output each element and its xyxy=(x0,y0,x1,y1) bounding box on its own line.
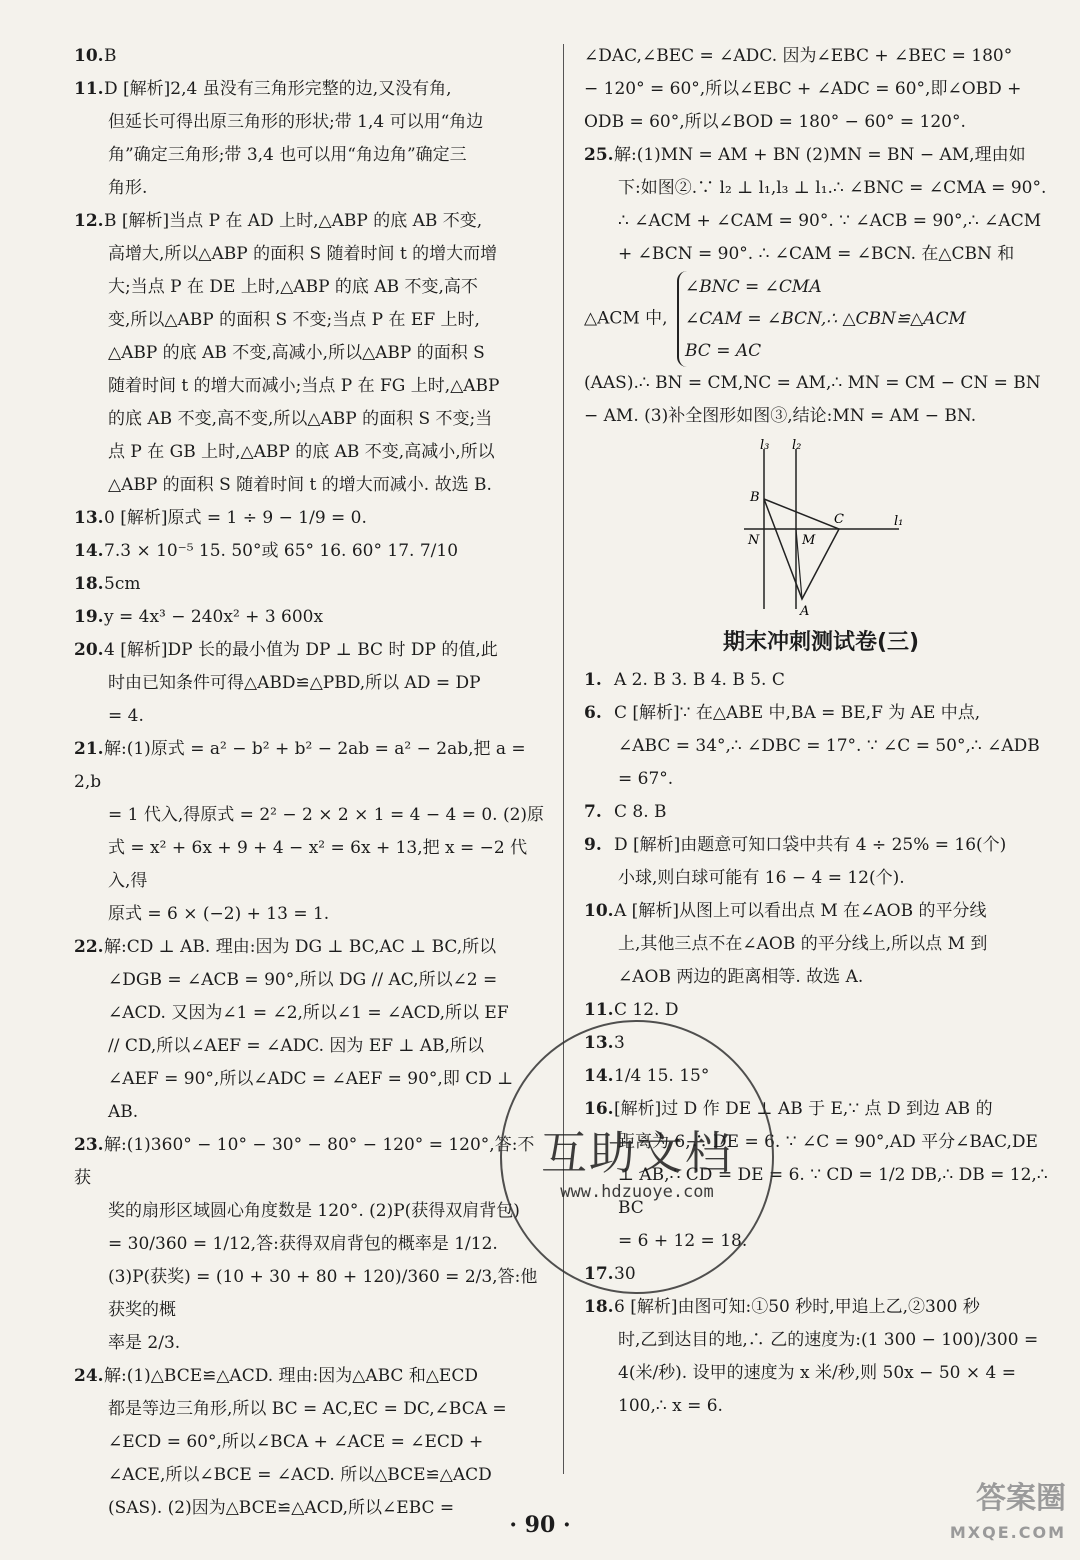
section-title: 期末冲刺测试卷(三) xyxy=(722,630,920,655)
text-line: (AAS).∴ BN = CM,NC = AM,∴ MN = CM − CN = BN xyxy=(584,373,1041,393)
label-l3: l₃ xyxy=(760,439,770,453)
question-number: 6. xyxy=(584,703,602,723)
answer-line xyxy=(74,73,546,106)
answer-line xyxy=(584,205,1058,238)
answer-line xyxy=(584,862,1058,895)
question-number: 25. xyxy=(584,145,614,165)
question-number: 12. xyxy=(74,211,104,231)
answer-line xyxy=(74,370,546,403)
answer-text: 角”确定三角形;带 3,4 也可以用“角边角”确定三 xyxy=(108,145,467,165)
answer-text: 100,∴ x = 6. xyxy=(618,1396,723,1416)
answer-text: 5cm xyxy=(104,574,141,594)
answer-line xyxy=(74,601,546,634)
question-number: 13. xyxy=(584,1033,614,1053)
answer-line xyxy=(74,1261,546,1327)
answer-text: C [解析]∵ 在△ABE 中,BA = BE,F 为 AE 中点, xyxy=(614,703,981,723)
question-number: 20. xyxy=(74,640,104,660)
answer-text: = 67°. xyxy=(618,769,674,789)
answer-text: = 6 + 12 = 18. xyxy=(618,1231,748,1251)
answer-line xyxy=(584,1357,1058,1390)
answer-line xyxy=(74,535,546,568)
question-number: 13. xyxy=(74,508,104,528)
answer-text: 率是 2/3. xyxy=(108,1333,181,1353)
question-number: 23. xyxy=(74,1135,104,1155)
answer-line xyxy=(584,1291,1058,1324)
answer-line xyxy=(74,172,546,205)
answer-text: ∠ABC = 34°,∴ ∠DBC = 17°. ∵ ∠C = 50°,∴ ∠ADB xyxy=(618,736,1040,756)
answer-line xyxy=(584,172,1058,205)
answer-text: = 4. xyxy=(108,706,144,726)
answer-text: 距离为 6,∴ DE = 6. ∵ ∠C = 90°,AD 平分∠BAC,DE xyxy=(618,1132,1038,1152)
answer-line xyxy=(74,403,546,436)
answer-line xyxy=(74,1195,546,1228)
answer-text: 下:如图②.∵ l₂ ⊥ l₁,l₃ ⊥ l₁.∴ ∠BNC = ∠CMA = 90°. xyxy=(618,178,1047,198)
answer-line xyxy=(584,895,1058,928)
answer-text: 随着时间 t 的增大而减小;当点 P 在 FG 上时,△ABP xyxy=(108,376,500,396)
text-line: − AM. (3)补全图形如图③,结论:MN = AM − BN. xyxy=(584,406,977,426)
left-column xyxy=(74,40,546,1525)
answer-line xyxy=(584,1390,1058,1423)
answer-text: C 8. B xyxy=(614,802,667,822)
geometry-figure xyxy=(734,439,914,619)
answer-text: 时,乙到达目的地,∴ 乙的速度为:(1 300 − 100)/300 = xyxy=(618,1330,1039,1350)
label-b: B xyxy=(750,490,760,505)
answer-line xyxy=(584,238,1058,271)
answer-line xyxy=(74,337,546,370)
brace-line-2: ∠CAM = ∠BCN,∴ △CBN≌△ACM xyxy=(684,309,966,329)
answer-line xyxy=(74,733,546,799)
answer-text: A 2. B 3. B 4. B 5. C xyxy=(614,670,785,690)
corner-title: 答案圈 xyxy=(976,1481,1066,1516)
answer-line xyxy=(74,1228,546,1261)
stamp-url: www.hdzuoye.com xyxy=(560,1182,714,1202)
q24-continuation xyxy=(584,40,1058,139)
answer-text: B [解析]当点 P 在 AD 上时,△ABP 的底 AB 不变, xyxy=(104,211,483,231)
answer-text: 上,其他三点不在∠AOB 的平分线上,所以点 M 到 xyxy=(618,934,988,954)
answer-line xyxy=(584,697,1058,730)
answer-line xyxy=(74,238,546,271)
label-c: C xyxy=(834,512,844,527)
answer-text: ∴ ∠ACM + ∠CAM = 90°. ∵ ∠ACB = 90°,∴ ∠ACM xyxy=(618,211,1042,231)
question-number: 22. xyxy=(74,937,104,957)
answer-text: D [解析]2,4 虽没有三角形完整的边,又没有角, xyxy=(104,79,452,99)
answer-line xyxy=(74,997,546,1030)
answer-text: △ABP 的面积 S 随着时间 t 的增大而减小. 故选 B. xyxy=(108,475,492,495)
answer-text: 解:(1)原式 = a² − b² + b² − 2ab = a² − 2ab,把 a = 2,b xyxy=(74,739,526,792)
answer-line xyxy=(584,829,1058,862)
question-number: 19. xyxy=(74,607,104,627)
answer-text: ⊥ AB,∴ CD = DE = 6. ∵ CD = 1/2 DB,∴ DB = 12,∴ BC xyxy=(618,1165,1048,1218)
answer-line xyxy=(74,667,546,700)
answer-line xyxy=(584,664,1058,697)
question-number: 10. xyxy=(584,901,614,921)
answer-text: ∠AOB 两边的距离相等. 故选 A. xyxy=(618,967,864,987)
answer-line xyxy=(74,1426,546,1459)
answer-text: ∠ACE,所以∠BCE = ∠ACD. 所以△BCE≌△ACD xyxy=(108,1465,492,1485)
answer-line xyxy=(74,106,546,139)
answer-line xyxy=(584,763,1058,796)
question-number: 21. xyxy=(74,739,104,759)
answer-text: 解:CD ⊥ AB. 理由:因为 DG ⊥ BC,AC ⊥ BC,所以 xyxy=(104,937,497,957)
answer-line xyxy=(74,469,546,502)
answer-text: ∠AEF = 90°,所以∠ADC = ∠AEF = 90°,即 CD ⊥ AB. xyxy=(108,1069,514,1122)
corner-watermark xyxy=(950,1482,1066,1550)
answer-text: 7.3 × 10⁻⁵ 15. 50°或 65° 16. 60° 17. 7/10 xyxy=(104,541,459,561)
answer-text: 3 xyxy=(614,1033,625,1053)
answer-line xyxy=(74,1129,546,1195)
question-number: 7. xyxy=(584,802,602,822)
answer-line xyxy=(74,1360,546,1393)
answer-text: C 12. D xyxy=(614,1000,679,1020)
label-a: A xyxy=(800,604,810,619)
answer-text: 30 xyxy=(614,1264,636,1284)
answer-text: (SAS). (2)因为△BCE≌△ACD,所以∠EBC = xyxy=(108,1498,455,1518)
answer-line xyxy=(584,928,1058,961)
answer-line xyxy=(74,799,546,832)
answer-text: 解:(1)MN = AM + BN (2)MN = BN − AM,理由如 xyxy=(614,145,1026,165)
answer-text: 小球,则白球可能有 16 − 4 = 12(个). xyxy=(618,868,905,888)
question-number: 14. xyxy=(74,541,104,561)
question-number: 17. xyxy=(584,1264,614,1284)
answer-line xyxy=(584,730,1058,763)
brace-group xyxy=(677,271,966,367)
answer-line xyxy=(74,502,546,535)
answer-text: ∠ECD = 60°,所以∠BCA + ∠ACE = ∠ECD + xyxy=(108,1432,484,1452)
answer-line xyxy=(74,271,546,304)
answer-text: D [解析]由题意可知口袋中共有 4 ÷ 25% = 16(个) xyxy=(614,835,1007,855)
question-number: 24. xyxy=(74,1366,104,1386)
question-number: 11. xyxy=(584,1000,614,1020)
answer-text: 的底 AB 不变,高不变,所以△ABP 的面积 S 不变;当 xyxy=(108,409,493,429)
answer-line xyxy=(74,568,546,601)
question-number: 18. xyxy=(584,1297,614,1317)
stamp-title: 互助文档 xyxy=(541,1126,733,1180)
answer-line xyxy=(74,700,546,733)
answer-line xyxy=(74,1327,546,1360)
label-l2: l₂ xyxy=(792,439,802,453)
answer-text: 变,所以△ABP 的面积 S 不变;当点 P 在 EF 上时, xyxy=(108,310,480,330)
answer-line xyxy=(74,1393,546,1426)
answer-line xyxy=(74,40,546,73)
answer-text: + ∠BCN = 90°. ∴ ∠CAM = ∠BCN. 在△CBN 和 xyxy=(618,244,1015,264)
answer-line xyxy=(74,634,546,667)
answer-text: 都是等边三角形,所以 BC = AC,EC = DC,∠BCA = xyxy=(108,1399,507,1419)
answer-text: 奖的扇形区域圆心角度数是 120°. (2)P(获得双肩背包) xyxy=(108,1201,520,1221)
answer-line xyxy=(584,1324,1058,1357)
answer-text: 但延长可得出原三角形的形状;带 1,4 可以用“角边 xyxy=(108,112,484,132)
answer-line xyxy=(74,898,546,931)
question-number: 16. xyxy=(584,1099,614,1119)
answer-text: ∠DGB = ∠ACB = 90°,所以 DG // AC,所以∠2 = xyxy=(108,970,498,990)
answer-text: 4(米/秒). 设甲的速度为 x 米/秒,则 50x − 50 × 4 = xyxy=(618,1363,1016,1383)
answer-line xyxy=(74,964,546,997)
question-number: 14. xyxy=(584,1066,614,1086)
answer-text: // CD,所以∠AEF = ∠ADC. 因为 EF ⊥ AB,所以 xyxy=(108,1036,485,1056)
answer-text: 原式 = 6 × (−2) + 13 = 1. xyxy=(108,904,330,924)
page-number: · 90 · xyxy=(509,1512,571,1538)
answer-text: A [解析]从图上可以看出点 M 在∠AOB 的平分线 xyxy=(614,901,987,921)
answer-text: 0 [解析]原式 = 1 ÷ 9 − 1/9 = 0. xyxy=(104,508,367,528)
answer-text: 式 = x² + 6x + 9 + 4 − x² = 6x + 13,把 x = −2 代入,得 xyxy=(108,838,528,891)
corner-url: MXQE.COM xyxy=(949,1523,1066,1542)
answer-line xyxy=(74,832,546,898)
question-25 xyxy=(584,139,1058,271)
answer-line xyxy=(584,961,1058,994)
answer-text: △ABP 的底 AB 不变,高减小,所以△ABP 的面积 S xyxy=(108,343,485,363)
answer-text: ∠ACD. 又因为∠1 = ∠2,所以∠1 = ∠ACD,所以 EF xyxy=(108,1003,509,1023)
answer-text: B xyxy=(104,46,117,66)
question-number: 18. xyxy=(74,574,104,594)
answer-line xyxy=(74,931,546,964)
answer-line xyxy=(74,205,546,238)
answer-line xyxy=(74,304,546,337)
answer-line xyxy=(584,796,1058,829)
watermark-stamp xyxy=(500,1020,774,1294)
question-number: 9. xyxy=(584,835,602,855)
brace-prefix: △ACM 中, xyxy=(584,308,668,329)
answer-text: 点 P 在 GB 上时,△ABP 的底 AB 不变,高减小,所以 xyxy=(108,442,495,462)
answer-text: (3)P(获奖) = (10 + 30 + 80 + 120)/360 = 2/3,答:他获奖的概 xyxy=(108,1267,538,1320)
answer-line xyxy=(74,1030,546,1063)
answer-line xyxy=(74,1063,546,1129)
text-line: ODB = 60°,所以∠BOD = 180° − 60° = 120°. xyxy=(584,112,966,132)
answer-text: 角形. xyxy=(108,178,148,198)
answer-text: 解:(1)360° − 10° − 30° − 80° − 120° = 120°,答:不获 xyxy=(74,1135,535,1188)
answer-text: y = 4x³ − 240x² + 3 600x xyxy=(104,607,324,627)
label-l1: l₁ xyxy=(894,514,904,529)
answer-text: 4 [解析]DP 长的最小值为 DP ⊥ BC 时 DP 的值,此 xyxy=(104,640,498,660)
answer-line xyxy=(74,436,546,469)
answer-line xyxy=(74,1459,546,1492)
brace-line-1: ∠BNC = ∠CMA xyxy=(684,277,822,297)
label-n: N xyxy=(748,533,760,548)
triangle-abc xyxy=(764,499,839,599)
answer-text: 大;当点 P 在 DE 上时,△ABP 的底 AB 不变,高不 xyxy=(108,277,478,297)
answer-text: 时由已知条件可得△ABD≌△PBD,所以 AD = DP xyxy=(108,673,481,693)
answer-line xyxy=(584,139,1058,172)
answer-text: = 1 代入,得原式 = 2² − 2 × 2 × 1 = 4 − 4 = 0. (2)原 xyxy=(108,805,545,825)
brace-line-3: BC = AC xyxy=(684,341,762,361)
answer-text: 解:(1)△BCE≌△ACD. 理由:因为△ABC 和△ECD xyxy=(104,1366,478,1386)
q25-conclusion xyxy=(584,367,1058,433)
question-number: 11. xyxy=(74,79,104,99)
question-number: 1. xyxy=(584,670,602,690)
text-line: − 120° = 60°,所以∠EBC + ∠ADC = 60°,即∠OBD + xyxy=(584,79,1022,99)
answer-text: 6 [解析]由图可知:①50 秒时,甲追上乙,②300 秒 xyxy=(614,1297,980,1317)
answer-text: = 30/360 = 1/12,答:获得双肩背包的概率是 1/12. xyxy=(108,1234,498,1254)
answer-line xyxy=(74,139,546,172)
answer-text: [解析]过 D 作 DE ⊥ AB 于 E,∵ 点 D 到边 AB 的 xyxy=(614,1099,993,1119)
text-line: ∠DAC,∠BEC = ∠ADC. 因为∠EBC + ∠BEC = 180° xyxy=(584,46,1013,66)
answer-text: 高增大,所以△ABP 的面积 S 随着时间 t 的增大而增 xyxy=(108,244,498,264)
label-m: M xyxy=(802,533,816,548)
answer-text: 1/4 15. 15° xyxy=(614,1066,710,1086)
brace-system xyxy=(584,271,1058,367)
question-number: 10. xyxy=(74,46,104,66)
